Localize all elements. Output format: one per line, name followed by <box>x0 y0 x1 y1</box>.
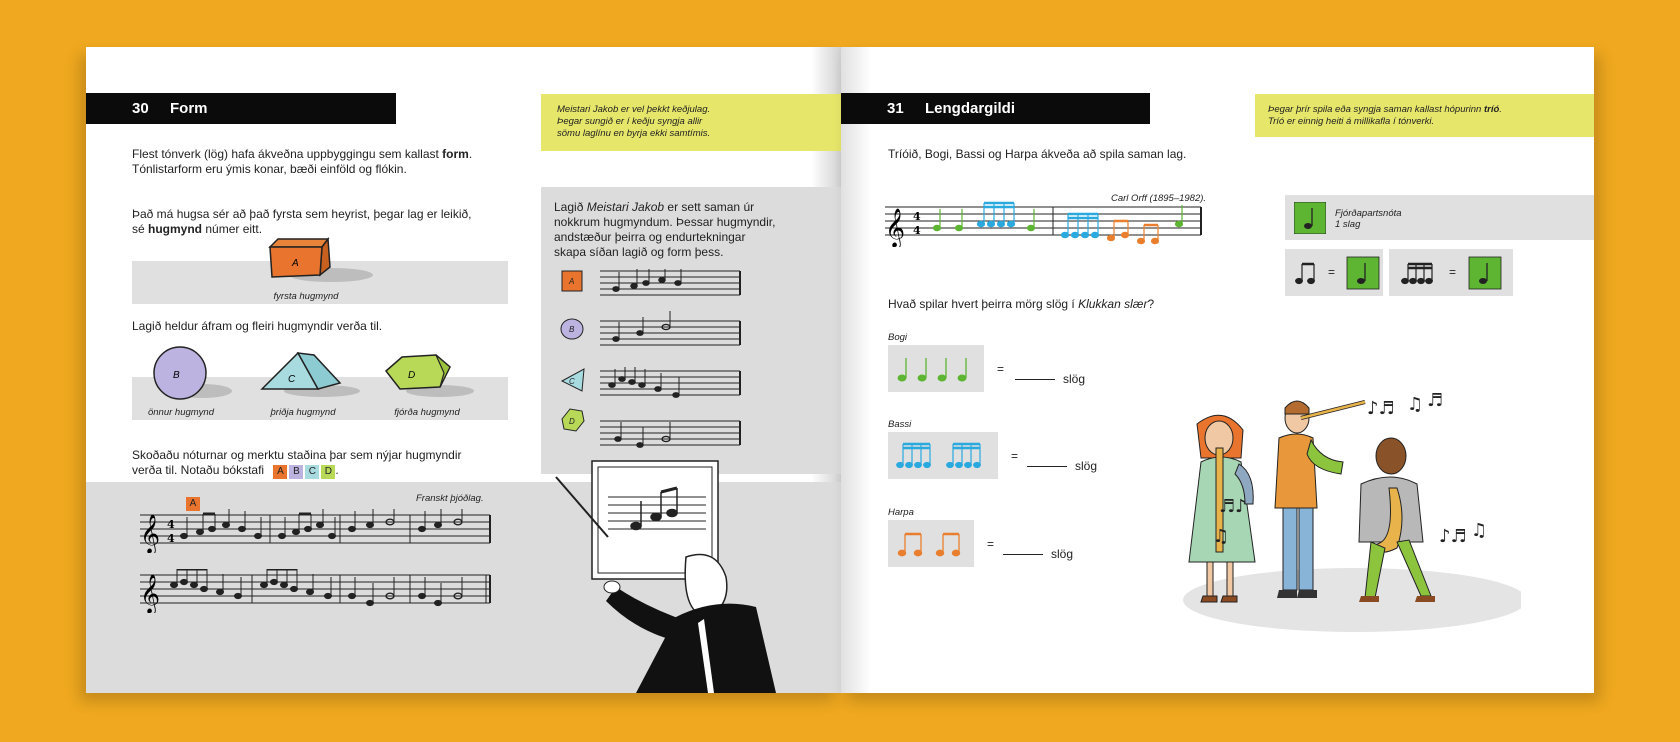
equals-sign: = <box>987 537 995 551</box>
idea-text: Það má hugsa sér að það fyrsta sem heyrist, þegar lag er leikið, <box>132 207 472 221</box>
note-line: Tríó er einnig heiti á millikafla í tónverki. <box>1268 116 1435 127</box>
instruction-text-2: verða til. Notaðu bókstafi <box>132 463 265 477</box>
instruction-paragraph <box>132 448 552 479</box>
song-origin: Franskt þjóðlag. <box>416 493 484 504</box>
note-line: Meistari Jakob er vel þekkt keðjulag. <box>557 104 711 115</box>
ball-icon <box>146 345 246 405</box>
intro-paragraph <box>132 147 532 177</box>
answer-line-bogi[interactable] <box>1015 379 1055 380</box>
caption-third-idea: þriðja hugmynd <box>270 407 336 418</box>
harpa-rhythm <box>888 520 974 567</box>
side-note <box>541 94 841 151</box>
note-line <box>1268 104 1581 116</box>
answer-unit: slög <box>1051 547 1074 561</box>
intro-text: Flest tónverk (lög) hafa ákveðna uppbyggingu sem kallast <box>132 147 443 161</box>
jakob-line-3: andstæður þeirra og endurtekningar <box>554 230 746 244</box>
svg-text:𝄞: 𝄞 <box>140 514 161 553</box>
shape-letter: B <box>173 370 180 381</box>
trio-illustration <box>1161 392 1521 642</box>
badge-a: A <box>273 465 287 479</box>
page-header <box>841 93 1150 124</box>
question-italic: Klukkan slær <box>1078 297 1148 311</box>
equals-sign: = <box>997 362 1005 376</box>
jakob-paragraph <box>554 200 834 260</box>
svg-text:♫: ♫ <box>1471 520 1488 541</box>
jakob-italic: Meistari Jakob <box>586 200 665 214</box>
player-name-bogi: Bogi <box>888 332 908 343</box>
intro-end: . <box>468 147 473 161</box>
equals-sign: = <box>1449 265 1457 279</box>
prism-icon <box>258 351 368 401</box>
left-page <box>86 47 841 693</box>
gutter-shadow <box>841 47 871 693</box>
quarter-name: Fjórðapartsnóta <box>1335 208 1402 219</box>
instruction-text: Skoðaðu nóturnar og merktu staðina þar sem nýjar hugmyndir <box>132 448 462 462</box>
shape-letter: D <box>408 370 416 381</box>
equals-sign: = <box>1011 449 1019 463</box>
note-text: Þegar þrír spila eða syngja saman kallast hópurinn <box>1268 104 1484 115</box>
brick-icon <box>256 237 376 287</box>
staff-letter: C <box>569 377 575 386</box>
answer-unit: slög <box>1075 459 1098 473</box>
svg-text:4: 4 <box>913 224 921 237</box>
staff-letter: B <box>569 325 575 334</box>
caption-first-idea: fyrsta hugmynd <box>273 291 339 302</box>
note-line: Þegar sungið er í keðju syngja allir <box>557 116 703 127</box>
note-line: sömu laglínu en byrja ekki samtímis. <box>557 128 711 139</box>
side-note <box>1255 94 1594 137</box>
svg-text:𝄞: 𝄞 <box>140 574 161 613</box>
badge-b: B <box>289 465 303 479</box>
page-number: 31 <box>887 100 904 117</box>
idea-text-b: sé <box>132 222 149 236</box>
jakob-line-2: nokkrum hugmyndum. Þessar hugmyndir, <box>554 215 776 229</box>
page-header <box>86 93 396 124</box>
bassi-rhythm <box>888 432 998 479</box>
svg-text:♬: ♬ <box>1427 392 1444 411</box>
badge-c: C <box>305 465 319 479</box>
svg-text:♪♬: ♪♬ <box>1439 526 1467 547</box>
staff-letter: A <box>569 277 575 286</box>
book-spread <box>86 47 1594 693</box>
svg-text:♬♪: ♬♪ <box>1219 496 1247 517</box>
idea-paragraph <box>132 207 532 237</box>
intro-bold: form <box>442 147 469 161</box>
hexagon-icon <box>380 349 490 401</box>
note-bold: tríó <box>1483 104 1500 115</box>
question-end: ? <box>1147 297 1155 311</box>
composer-credit: Carl Orff (1895–1982). <box>1111 193 1207 204</box>
note-end: . <box>1499 104 1502 115</box>
quarter-note-icon <box>1294 202 1326 234</box>
player-name-harpa: Harpa <box>888 507 914 518</box>
question-paragraph <box>888 297 1308 312</box>
player-name-bassi: Bassi <box>888 419 912 430</box>
jakob-text-c: er sett saman úr <box>664 200 755 214</box>
page-number: 30 <box>132 100 149 117</box>
colored-rhythm-staff <box>885 201 1205 247</box>
bogi-rhythm <box>888 345 984 392</box>
answer-unit: slög <box>1063 372 1086 386</box>
svg-text:𝄞: 𝄞 <box>885 208 906 247</box>
caption-fourth-idea: fjórða hugmynd <box>394 407 460 418</box>
answer-line-harpa[interactable] <box>1003 554 1043 555</box>
equals-sign: = <box>1328 265 1336 279</box>
page-title: Lengdargildi <box>925 100 1015 117</box>
shape-letter: A <box>292 258 299 269</box>
quarter-beats: 1 slag <box>1335 219 1361 230</box>
score-staff-two <box>140 569 500 613</box>
svg-text:4: 4 <box>913 210 921 223</box>
staff-letter: D <box>569 417 575 426</box>
jakob-text: Lagið <box>554 200 587 214</box>
svg-text:♫: ♫ <box>1213 526 1230 547</box>
intro-paragraph: Tríóið, Bogi, Bassi og Harpa ákveða að spila saman lag. <box>888 147 1187 161</box>
equivalence-figures <box>1285 249 1513 296</box>
svg-text:♪♬: ♪♬ <box>1367 398 1395 419</box>
instruction-end: . <box>335 463 339 477</box>
score-marker-a: A <box>186 497 200 511</box>
idea-staves <box>560 269 750 449</box>
page-title: Form <box>170 100 208 117</box>
right-page <box>841 47 1594 693</box>
svg-text:4: 4 <box>167 518 175 531</box>
quarter-legend-text <box>1335 208 1402 230</box>
idea-bold: hugmynd <box>148 222 203 236</box>
conductor-illustration <box>536 457 841 693</box>
quarter-legend <box>1285 195 1594 240</box>
continues-text: Lagið heldur áfram og fleiri hugmyndir verða til. <box>132 319 383 333</box>
answer-line-bassi[interactable] <box>1027 466 1067 467</box>
question-text: Hvað spilar hvert þeirra mörg slög í <box>888 297 1079 311</box>
score-staff-one <box>140 509 500 553</box>
caption-second-idea: önnur hugmynd <box>147 407 215 418</box>
svg-text:4: 4 <box>167 532 175 545</box>
shape-letter: C <box>288 374 296 385</box>
intro-text-2: Tónlistarform eru ýmis konar, bæði einföld og flókin. <box>132 162 407 176</box>
svg-text:♫: ♫ <box>1407 394 1424 415</box>
idea-text-d: númer eitt. <box>202 222 263 236</box>
jakob-line-4: skapa síðan lagið og form þess. <box>554 245 724 259</box>
badge-d: D <box>321 465 335 479</box>
